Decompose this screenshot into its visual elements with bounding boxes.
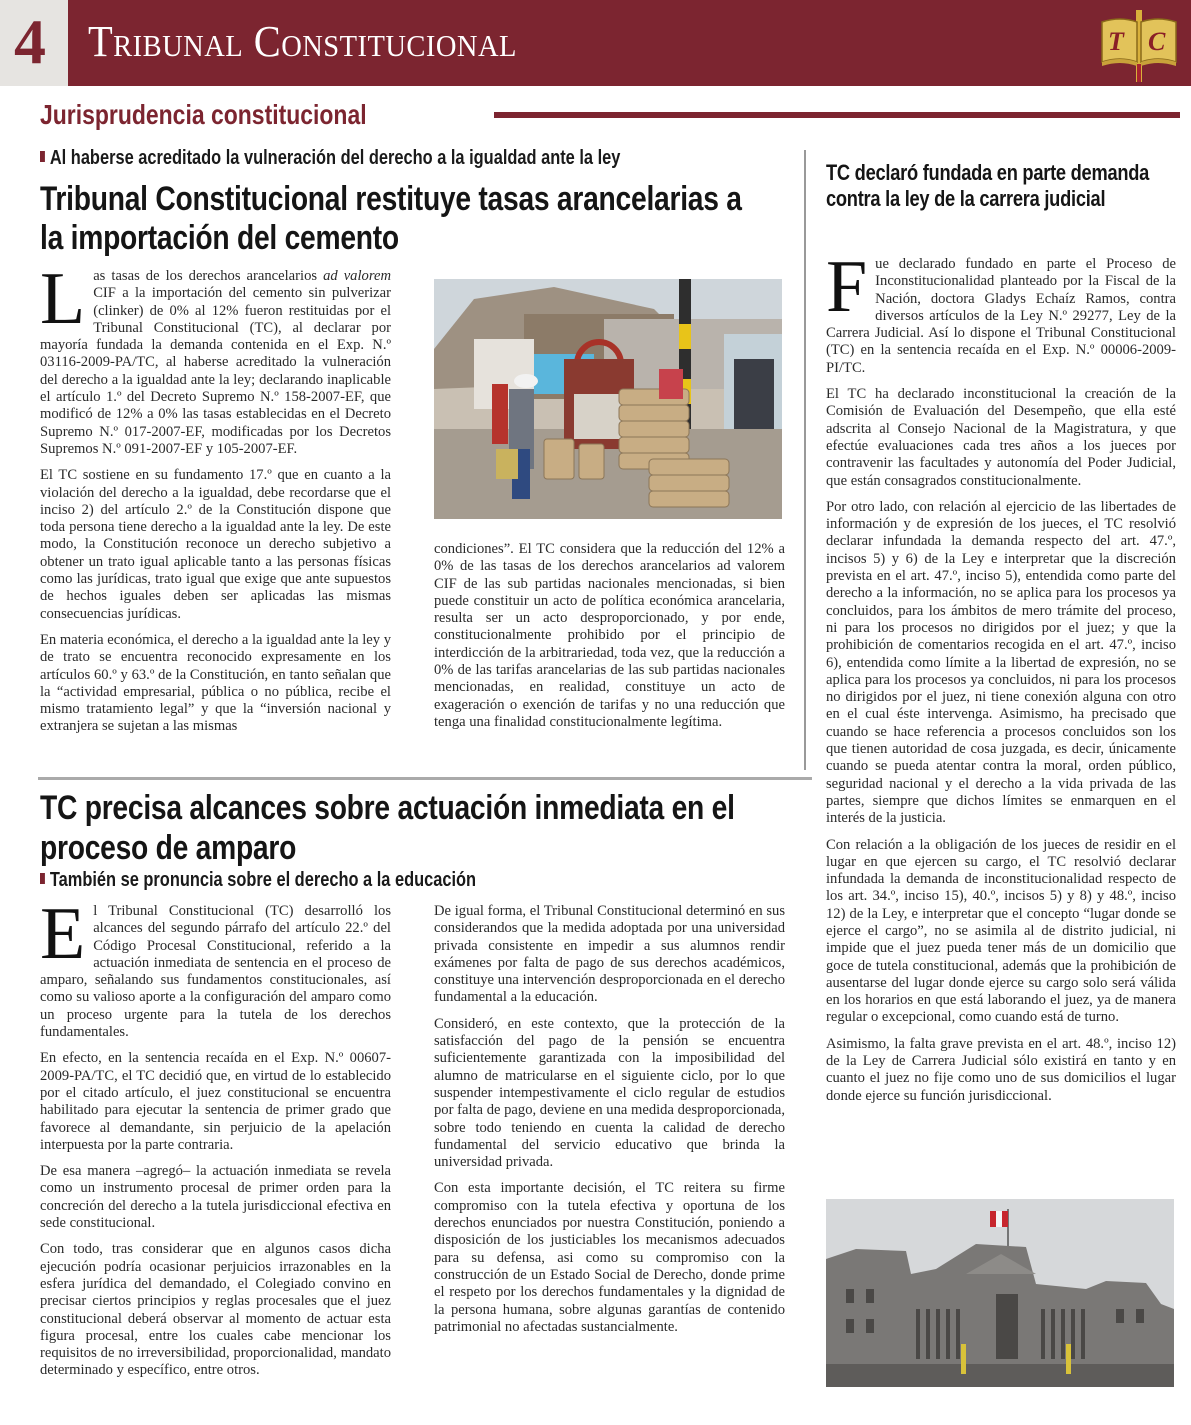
svg-text:C: C [1148,27,1166,56]
paragraph: Asimismo, la falta grave prevista en el art. 48.º, inciso 12) de la Ley de Carrera Judicial sólo existirá en tanto y en cuanto el juez no fije como uno de sus domicilios el lugar donde ejerce su función jurisdiccional. [826,1035,1176,1104]
paragraph: De igual forma, el Tribunal Constitucional determinó en sus considerandos que la medida adoptada por una universidad privada consistente en impedir a sus alumnos rendir exámenes por falta de pago de sus derechos académicos, constituye una intervención desproporcionada en el derecho fundamental a la educación. [434,903,785,1006]
page-number-box [0,0,68,86]
section-rule [494,112,1180,118]
article3-headline: TC precisa alcances sobre actuación inmediata en el proceso de amparo [40,789,735,867]
paragraph: El TC sostiene en su fundamento 17.º que en cuanto a la violación del derecho a la igualdad, debe recordarse que el inciso 2) del artículo 2.º de la Constitución dispone que toda persona tiene derecho a la igualdad ante la ley. De este modo, la Constitución reconoce un derecho subjetivo a obtener un trato igual aplicable tanto a las personas físicas como las jurídicas, trato igual que exige que ante supuestos de hechos iguales deben ser aplicadas las mismas consecuencias jurídicas. [40,467,391,622]
paragraph: El TC ha declarado inconstitucional la creación de la Comisión de Evaluación del Desempeño, que ella esté adscrita al Consejo Nacional de la Magistratura, y que efectúe evaluaciones cada tres años a los jueces por contravenir las facultades y autonomía del Poder Judicial, que están consagrados constitucionalmente. [826,386,1176,489]
palacio-de-justicia-photo [826,1199,1174,1387]
drop-cap: L [40,258,86,340]
publication-title: Tribunal Constitucional [88,17,517,66]
article-divider [38,777,812,780]
article2-headline: TC declaró fundada en parte demanda contra la ley de la carrera judicial [826,160,1150,211]
article1-headline: Tribunal Constitucional restituye tasas arancelarias a la importación del cemento [40,180,742,257]
drop-cap: E [40,893,86,975]
paragraph: Con todo, tras considerar que en algunos casos dicha ejecución podría ocasionar perjuicios irrazonables en la esfera jurídica del demandado, el Colegiado convino en precisar ciertos principios y reglas procesales que el juez constitucional deberá observar al momento de actuar esta figura procesal, entre los cuales cabe mencionar los requisitos de no irreversibilidad, proporcionalidad, mandato determinado y específico, entre otros. [40,1241,391,1379]
page-number: 4 [14,6,46,77]
drop-cap: F [826,246,868,328]
article2-body: Fue declarado fundado en parte el Proceso de Inconstitucionalidad planteado por la Fiscal de la Nación, doctora Gladys Echaíz Ramos, contra diversos artículos de la Ley N.º 29277, Ley de la Carrera Judicial. Así lo dispone el Tribunal Constitucional (TC) en la sentencia recaída en el Exp. N.º 00006-2009-PI/TC. El TC ha declarado inconstitucional la creación de la Comisión de Evaluación del Desempeño, que ella esté adscrita al Consejo Nacional de la Magistratura, y que efectúe evaluaciones cada tres años a los jueces por contravenir las facultades y autonomía del Poder Judicial, que están consagrados constitucionalmente. Por otro lado, con relación al ejercicio de las libertades de información y de expresión de los jueces, el TC resolvió declarar infundada la demanda respecto del art. 47.º, incisos 5) y 6) de la Ley e interpretar que la discreción prevista en el art. 47.º, inciso 5), entendida como parte del derecho a la información, no se aplica para los procesos ya concluidos, para los ámbitos de mero trámite del proceso, ni para los procesos no dirigidos por el juez; y que la prohibición de comentarios recogida en el art. 47.º, inciso 6), entendida como límite a la libertad de expresión, no se aplica para los procesos ya concluidos, ni para los procesos no dirigidos por el juez, ni tiene conexión alguna con otro en el cual éste intervenga. Asimismo, ha precisado que cuando se hace referencia a procesos concluidos son los que tienen autoridad de cosa juzgada, es decir, únicamente cuando se pueda atentar contra la moral, orden público, seguridad nacional y el derecho a la vida privada de las partes, siempre que dichos límites se enmarquen en el interés de la justicia. Con relación a la obligación de los jueces de residir en el lugar en que ejercen su cargo, el TC resolvió declarar infundada la demanda de inconstitucionalidad respecto de los art. 34.º, inciso 15), 40.º, incisos 5) y 8) y 48.º, inciso 12) de la Ley, e interpretar que el concepto “lugar donde se ejerce el cargo”, no se asimila al de distrito judicial, ni impide que el juez pueda tener más de un domicilio que goce de tutela constitucional, además que la prohibición de ausentarse del lugar donde ejerce su cargo solo será válida en los horarios en que está laborando el juez, ya de manera regular o excepcional, como cuando está de turno. Asimismo, la falta grave prevista en el art. 48.º, inciso 12) de la Ley de Carrera Judicial sólo existirá en tanto y en cuanto el juez no fije como uno de sus domicilios el lugar donde ejerce su función jurisdiccional. [826,246,1176,1104]
section-title: Jurisprudencia constitucional [40,99,367,130]
article3-kicker: También se pronuncia sobre el derecho a la educación [40,868,476,892]
paragraph: Consideró, en este contexto, que la protección de la satisfacción del pago de la pensión se encuentra suficientemente garantizada con la imposibilidad del alumno de matricularse en el siguiente ciclo, por lo que suspender intempestivamente el ciclo regular de estudios por falta de pago, deviene en una medida desproporcionada, sobre todo teniendo en cuenta la calidad de derecho fundamental del servicio educativo que brinda la universidad privada. [434,1015,785,1171]
paragraph: Con relación a la obligación de los jueces de residir en el lugar en que ejercen su cargo, el TC resolvió declarar infundada la demanda de inconstitucionalidad respecto de los art. 34.º, inciso 15), 40.º, incisos 5) y 8) y 48.º, inciso 12) de la Ley, e interpretar que el concepto “lugar donde se ejerce el cargo”, no se asimila al de distrito judicial, ni impide que el juez pueda tener más de un domicilio que goce de tutela constitucional, además que la prohibición de ausentarse del lugar donde ejerce su cargo solo será válida en los horarios en que está laborando el juez, ya de manera regular o excepcional, como cuando está de turno. [826,836,1176,1026]
article3-col2 [434,903,785,1336]
paragraph: En materia económica, el derecho a la igualdad ante la ley y de trato se encuentra reconocido expresamente en los artículos 60.º y 63.º de la Constitución, en tanto señalan que la “actividad empresarial, pública o no pública, recibe el mismo tratamiento legal” y que la “inversión nacional y extranjera se sujetan a las mismas [40,631,391,735]
paragraph: Por otro lado, con relación al ejercicio de las libertades de información y de expresión de los jueces, el TC resolvió declarar infundada la demanda respecto del art. 47.º, incisos 5) y 6) de la Ley e interpretar que la discreción prevista en el art. 47.º, inciso 5), entendida como parte del derecho a la información, no se aplica para los procesos ya concluidos, para los ámbitos de mero trámite del proceso, ni para los procesos no dirigidos por el juez; y que la prohibición de comentarios recogida en el art. 47.º, inciso 6), entendida como límite a la libertad de expresión, no se aplica para los procesos ya concluidos, ni para los procesos no dirigidos por el juez, ni tiene conexión alguna con otro en el cual éste intervenga. Asimismo, ha precisado que cuando se hace referencia a procesos concluidos son los que tienen autoridad de cosa juzgada, es decir, únicamente cuando se pueda atentar contra la moral, orden público, seguridad nacional y el derecho a la vida privada de las partes, siempre que dichos límites se enmarquen en el interés de la justicia. [826,498,1176,827]
column-divider [804,150,806,770]
svg-text:T: T [1108,27,1124,56]
paragraph: Con esta importante decisión, el TC reitera su firme compromiso con la tutela efectiva y oportuna de los derechos enunciados por nuestra Constitución, poniendo a disposición de los justiciables los mecanismos adecuados para su defensa, asi como su compromiso con la construcción de un Estado Social de Derecho, donde prime el respeto por los derechos fundamentales y la dignidad de la persona humana, sobre algunas garantías de contenido patrimonial no afectadas sustancialmente. [434,1180,785,1335]
cement-bags-street-photo [434,279,782,519]
section-heading [40,98,1180,132]
article3-col1: El Tribunal Constitucional (TC) desarrolló los alcances del segundo párrafo del artículo 22.º del Código Procesal Constitucional, referido a la actuación inmediata de sentencia en el proceso de amparo, señalando sus fundamentos constitucionales, así como su valioso aporte a la configuración del amparo como un proceso urgente para la tutela de los derechos fundamentales. En efecto, en la sentencia recaída en el Exp. N.º 00607-2009-PA/TC, el TC decidió que, en virtud de lo establecido por el citado artículo, el juez constitucional se encuentra habilitado para ejecutar la sentencia de primer grado que favorece al demandante, sin perjuicio de la apelación interpuesta por la parte contraria. De esa manera –agregó– la actuación inmediata se revela como un instrumento procesal de primer orden para la concreción del derecho a la tutela jurisdiccional efectiva en sede constitucional. Con todo, tras considerar que en algunos casos dicha ejecución podría ocasionar perjuicios irrazonables en la esfera jurídica del demandado, el Colegiado convino en precisar ciertos principios y reglas procesales que el juez constitucional deberá observar al momento de actuar esta figura procesal, entre los cuales cabe mencionar los requisitos de no irreversibilidad, proporcionalidad, mandato determinado y específico, entre otros. [40,893,391,1379]
article1-col2 [434,541,785,731]
paragraph: En efecto, en la sentencia recaída en el Exp. N.º 00607-2009-PA/TC, el TC decidió que, en virtud de lo establecido por el citado artículo, el juez constitucional se encuentra habilitado para ejecutar la sentencia de primer grado que favorece al demandante, sin perjuicio de la apelación interpuesta por la parte contraria. [40,1050,391,1153]
bullet-square-icon [40,151,45,162]
bullet-square-icon [40,873,45,884]
paragraph: condiciones”. El TC considera que la reducción del 12% a 0% de las tasas de los derechos arancelarios ad valorem CIF de las sub partidas nacionales mencionadas, si bien puede constituir un acto de política económica arancelaria, resulta ser un acto desproporcionado, y por ende, constitucionalmente prohibido por el principio de interdicción de la arbitrariedad, toda vez, que la reducción a 0% de las tarifas arancelarias de las sub partidas nacionales mencionadas, en realidad, constituye un acto de exageración o exención de tarifas y no una reducción que tenga una finalidad constitucionalmente legítima. [434,541,785,730]
tc-book-logo-icon [1096,8,1182,84]
page-header [0,0,1191,86]
article1-col1: Las tasas de los derechos arancelarios ad valorem CIF a la importación del cemento sin pulverizar (clinker) de 0% al 12% fueron restituidas por el Tribunal Constitucional (TC), al declarar por mayoría fundada la demanda contenida en el Exp. N.º 03116-2009-PA/TC, al haberse acreditado la vulneración del derecho a la igualdad ante la ley; declarando inaplicable el artículo 1.º del Decreto Supremo N.º 158-2007-EF, que modificó de 12% a 0% las tasas establecidas en el Decreto Supremo N.º 017-2007-EF, modificadas por los Decretos Supremos N.º 091-2007-EF y 105-2007-EF. El TC sostiene en su fundamento 17.º que en cuanto a la violación del derecho a la igualdad, debe recordarse que el inciso 2) del artículo 2.º de la Constitución dispone que toda persona tiene derecho a la igualdad ante la ley. De este modo, la Constitución reconoce un derecho subjetivo a obtener un trato igual aplicable tanto a las personas físicas como las jurídicas, trato igual que exige que ante supuestos de hechos iguales deben ser aplicadas las mismas consecuencias jurídicas. En materia económica, el derecho a la igualdad ante la ley y de trato se encuentra reconocido expresamente en los artículos 60.º y 63.º de la Constitución, en tanto señalan que la “actividad empresarial, pública o no pública, recibe el mismo tratamiento legal” y que la “inversión nacional y extranjera se sujetan a las mismas [40,258,391,735]
paragraph: De esa manera –agregó– la actuación inmediata se revela como un instrumento procesal de primer orden para la concreción del derecho a la tutela jurisdiccional efectiva en sede constitucional. [40,1163,391,1232]
article1-kicker: Al haberse acreditado la vulneración del derecho a la igualdad ante la ley [40,146,620,170]
